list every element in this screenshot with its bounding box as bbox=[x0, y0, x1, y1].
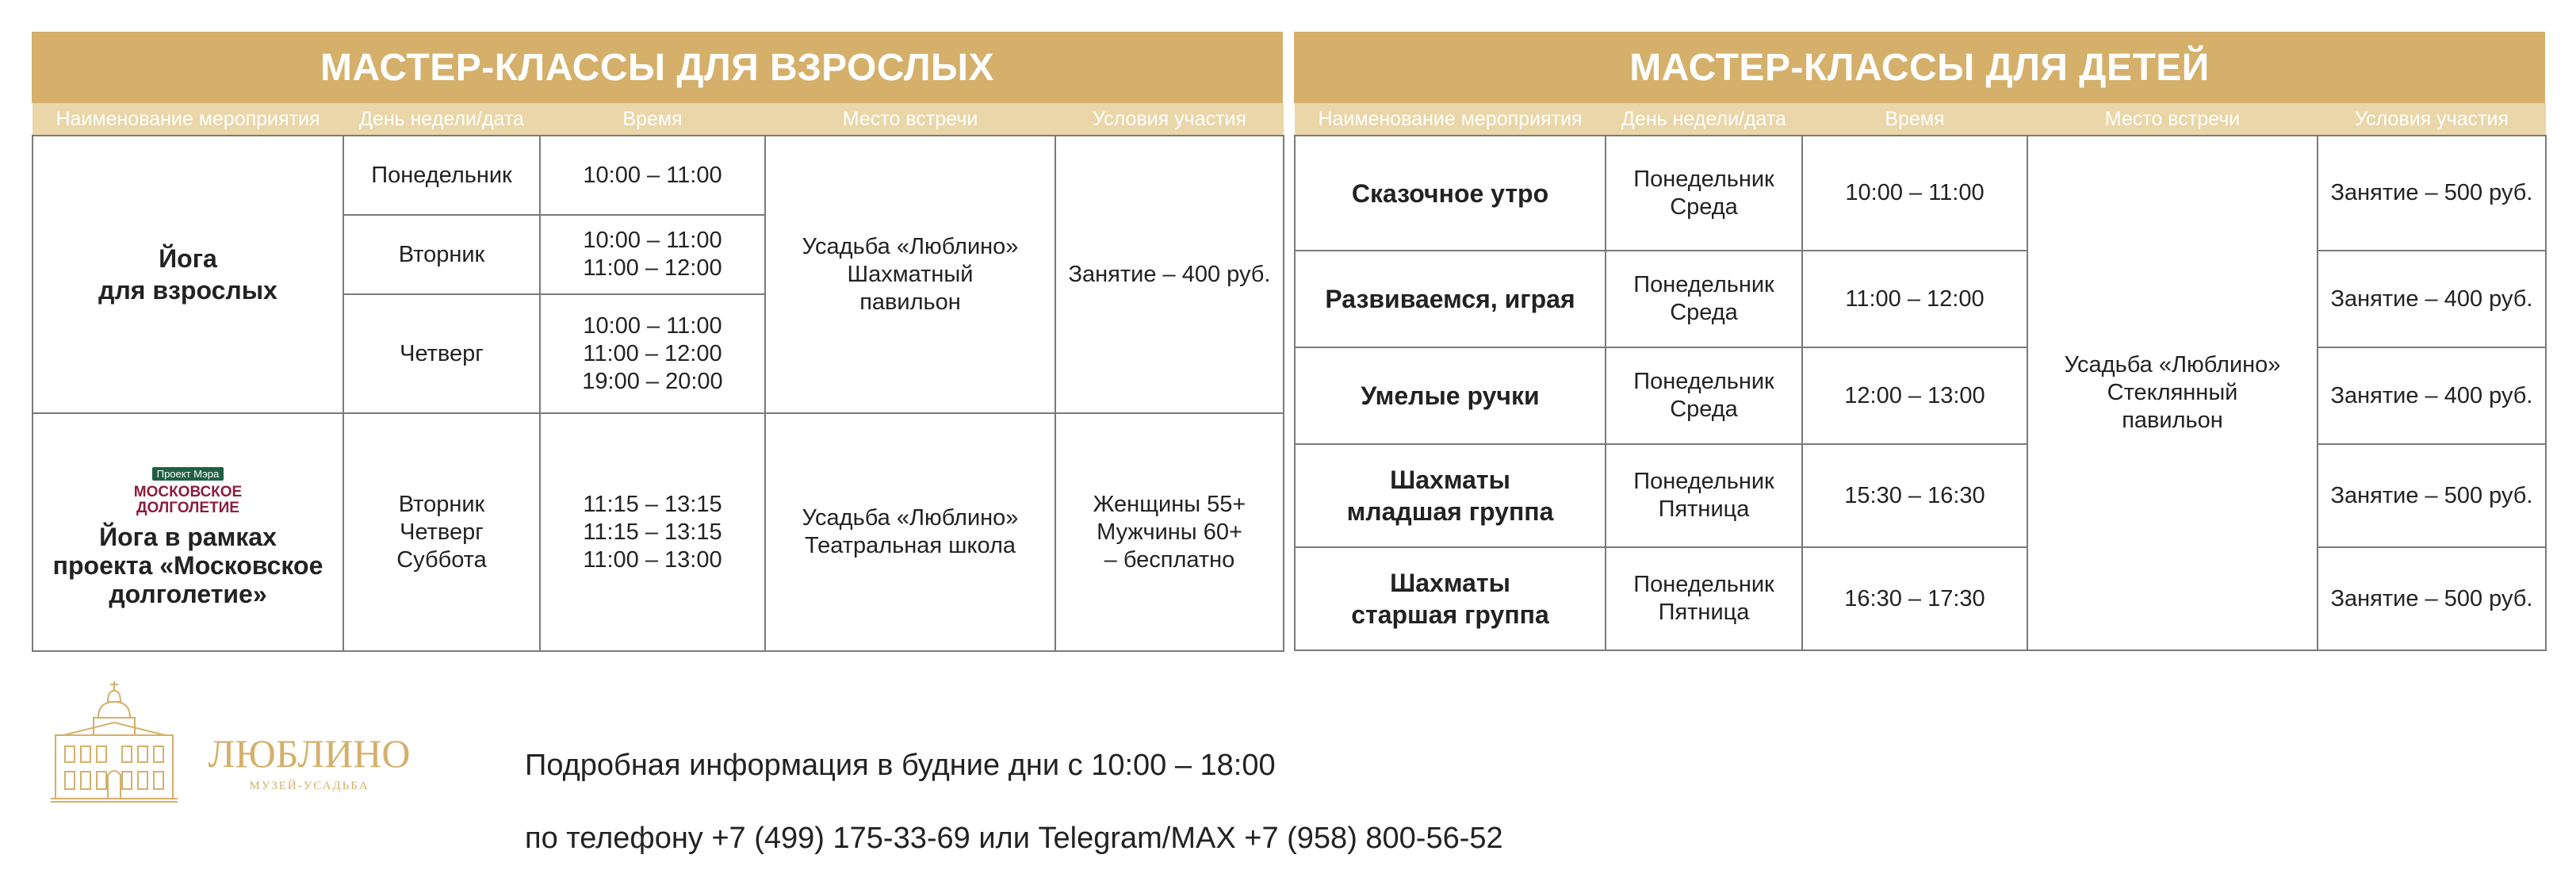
kids-schedule-panel bbox=[1294, 32, 2545, 651]
conditions-cell: Занятие – 500 руб. bbox=[2318, 547, 2546, 650]
event-name: Развиваемся, играя bbox=[1295, 251, 1606, 347]
lublino-logo bbox=[48, 678, 428, 805]
conditions-cell: Занятие – 400 руб. bbox=[2318, 347, 2546, 444]
time-cell: 10:00 – 11:00 11:00 – 12:00 bbox=[540, 215, 765, 294]
day-cell: Вторник bbox=[343, 215, 540, 294]
time-cell: 10:00 – 11:00 bbox=[540, 136, 765, 215]
event-name: Умелые ручки bbox=[1295, 347, 1606, 444]
header-place: Место встречи bbox=[2027, 103, 2318, 136]
header-conditions: Условия участия bbox=[2318, 103, 2546, 136]
conditions-cell: Занятие – 500 руб. bbox=[2318, 136, 2546, 251]
table-row bbox=[33, 136, 1284, 215]
adults-header-row bbox=[33, 103, 1284, 136]
header-time: Время bbox=[1802, 103, 2027, 136]
place-cell: Усадьба «Люблино» Шахматный павильон bbox=[765, 136, 1055, 413]
contact-info-line-2: по телефону +7 (499) 175-33-69 или Telegram/MAX +7 (958) 800-56-52 bbox=[525, 822, 1503, 855]
day-cell: Понедельник Среда bbox=[1606, 136, 1802, 251]
conditions-cell: Женщины 55+ Мужчины 60+ – бесплатно bbox=[1055, 413, 1284, 651]
day-cell: Понедельник Пятница bbox=[1606, 444, 1802, 547]
kids-header-row bbox=[1295, 103, 2546, 136]
table-row bbox=[1295, 444, 2546, 547]
event-name: Сказочное утро bbox=[1295, 136, 1606, 251]
adults-table bbox=[32, 103, 1284, 652]
event-name-yoga: Йога для взрослых bbox=[33, 136, 343, 413]
time-cell: 15:30 – 16:30 bbox=[1802, 444, 2027, 547]
header-day: День недели/дата bbox=[1606, 103, 1802, 136]
md-yoga-name: Йога в рамках проекта «Московское долголетие» bbox=[52, 522, 323, 608]
place-cell: Усадьба «Люблино» Театральная школа bbox=[765, 413, 1055, 651]
table-row bbox=[33, 413, 1284, 651]
contact-info bbox=[525, 711, 1503, 893]
time-cell: 16:30 – 17:30 bbox=[1802, 547, 2027, 650]
day-cell: Понедельник Среда bbox=[1606, 251, 1802, 347]
header-event-name: Наименование мероприятия bbox=[1295, 103, 1606, 136]
event-name-md-yoga bbox=[33, 413, 343, 651]
day-cell: Вторник Четверг Суббота bbox=[343, 413, 540, 651]
time-cell: 10:00 – 11:00 11:00 – 12:00 19:00 – 20:00 bbox=[540, 294, 765, 413]
day-cell: Понедельник Пятница bbox=[1606, 547, 1802, 650]
time-cell: 11:00 – 12:00 bbox=[1802, 251, 2027, 347]
adults-schedule-panel bbox=[32, 32, 1283, 652]
place-cell: Усадьба «Люблино» Стеклянный павильон bbox=[2027, 136, 2318, 650]
contact-info-line-1: Подробная информация в будние дни с 10:00 – 18:00 bbox=[525, 749, 1276, 782]
table-row bbox=[1295, 547, 2546, 650]
kids-panel-title: МАСТЕР-КЛАССЫ ДЛЯ ДЕТЕЙ bbox=[1294, 32, 2545, 103]
day-cell: Понедельник Среда bbox=[1606, 347, 1802, 444]
table-row bbox=[1295, 136, 2546, 251]
md-badge: Проект Мэра bbox=[152, 467, 224, 481]
header-time: Время bbox=[540, 103, 765, 136]
event-name: Шахматы младшая группа bbox=[1295, 444, 1606, 547]
time-cell: 12:00 – 13:00 bbox=[1802, 347, 2027, 444]
day-cell: Четверг bbox=[343, 294, 540, 413]
logo-name: ЛЮБЛИНО bbox=[208, 731, 411, 776]
time-cell: 11:15 – 13:15 11:15 – 13:15 11:00 – 13:00 bbox=[540, 413, 765, 651]
header-place: Место встречи bbox=[765, 103, 1055, 136]
conditions-cell: Занятие – 400 руб. bbox=[1055, 136, 1284, 413]
moscow-longevity-logo bbox=[134, 457, 242, 516]
md-logo-text: МОСКОВСКОЕ ДОЛГОЛЕТИЕ bbox=[133, 483, 243, 516]
day-cell: Понедельник bbox=[343, 136, 540, 215]
conditions-cell: Занятие – 500 руб. bbox=[2318, 444, 2546, 547]
header-conditions: Условия участия bbox=[1055, 103, 1284, 136]
conditions-cell: Занятие – 400 руб. bbox=[2318, 251, 2546, 347]
logo-subtitle: МУЗЕЙ-УСАДЬБА bbox=[249, 780, 369, 792]
header-day: День недели/дата bbox=[343, 103, 540, 136]
event-name: Шахматы старшая группа bbox=[1295, 547, 1606, 650]
adults-panel-title: МАСТЕР-КЛАССЫ ДЛЯ ВЗРОСЛЫХ bbox=[32, 32, 1283, 103]
table-row bbox=[1295, 251, 2546, 347]
kids-table bbox=[1294, 103, 2547, 651]
manor-house-icon bbox=[51, 681, 178, 802]
time-cell: 10:00 – 11:00 bbox=[1802, 136, 2027, 251]
table-row bbox=[1295, 347, 2546, 444]
header-event-name: Наименование мероприятия bbox=[33, 103, 343, 136]
